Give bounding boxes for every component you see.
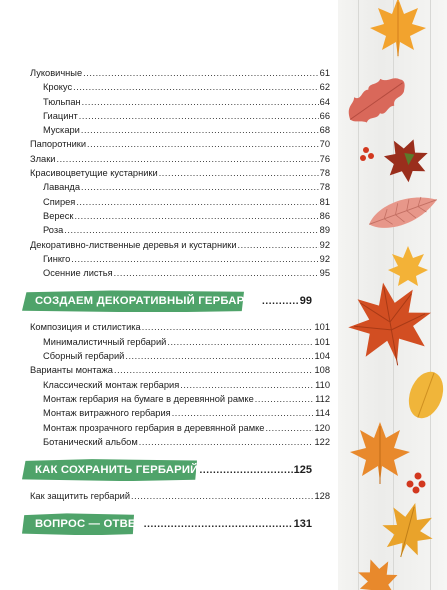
pink-leaf-icon [365,188,441,235]
chapter-title-row: КАК СОХРАНИТЬ ГЕРБАРИЙ ..... 125 [35,463,312,477]
chapter-title-row: ВОПРОС — ОТВЕТ ..... 131 [35,517,312,531]
chapter-heading[interactable] [0,513,312,535]
maple-leaf-icon [352,552,403,590]
leaves-illustration [338,0,447,590]
toc-entry[interactable]: Монтаж витражного гербария ..... 114 [30,406,330,420]
toc-entry[interactable]: Сборный гербарий ..... 104 [30,349,330,363]
toc-entry[interactable]: Крокус ..... 62 [30,80,330,94]
chapter-title-row: СОЗДАЕМ ДЕКОРАТИВНЫЙ ГЕРБАРИЙ ..... 99 [35,294,312,308]
toc-entry[interactable]: Лаванда ..... 78 [30,180,330,194]
toc-entry[interactable]: Вереск ..... 86 [30,209,330,223]
oak-leaf-icon [341,68,412,131]
toc-entry[interactable]: Луковичные ..... 61 [30,66,330,80]
chapter-heading[interactable] [0,290,312,312]
toc-entry[interactable]: Гинкго ..... 92 [30,252,330,266]
toc-entry[interactable]: Как защитить гербарий ..... 128 [30,489,330,503]
toc-entry[interactable]: Красивоцветущие кустарники ..... 78 [30,166,330,180]
maple-leaf-icon [376,496,441,564]
toc-entry[interactable]: Папоротники ..... 70 [30,137,330,151]
maple-leaf-icon [342,275,439,372]
toc-entry[interactable]: Спирея ..... 81 [30,195,330,209]
yellow-leaf-icon [403,367,447,423]
toc-entry[interactable]: Монтаж прозрачного гербария в деревянной рамке ..... 120 [30,421,330,435]
toc-entry[interactable]: Роза ..... 89 [30,223,330,237]
chapter-heading[interactable] [0,459,312,481]
maple-leaf-icon [370,0,426,58]
maple-leaf-icon [378,132,434,187]
toc-entry[interactable]: Монтаж гербария на бумаге в деревянной рамке ..... 112 [30,392,330,406]
toc-entry[interactable]: Мускари ..... 68 [30,123,330,137]
maple-leaf-icon [350,422,410,484]
table-of-contents [30,66,330,543]
toc-entry[interactable]: Классический монтаж гербария ..... 110 [30,378,330,392]
toc-entry[interactable]: Декоративно-лиственные деревья и кустарники ..... 92 [30,238,330,252]
toc-entry[interactable]: Злаки ..... 76 [30,152,330,166]
toc-entry[interactable]: Минималистичный гербарий ..... 101 [30,335,330,349]
toc-entry[interactable]: Гиацинт ..... 66 [30,109,330,123]
toc-entry[interactable]: Композиция и стилистика ..... 101 [30,320,330,334]
toc-entry[interactable]: Ботанический альбом ..... 122 [30,435,330,449]
toc-entry[interactable]: Тюльпан ..... 64 [30,95,330,109]
maple-leaf-icon [388,246,428,286]
toc-entry[interactable]: Осенние листья ..... 95 [30,266,330,280]
autumn-leaves-decoration [338,0,447,590]
toc-entry[interactable]: Варианты монтажа ..... 108 [30,363,330,377]
